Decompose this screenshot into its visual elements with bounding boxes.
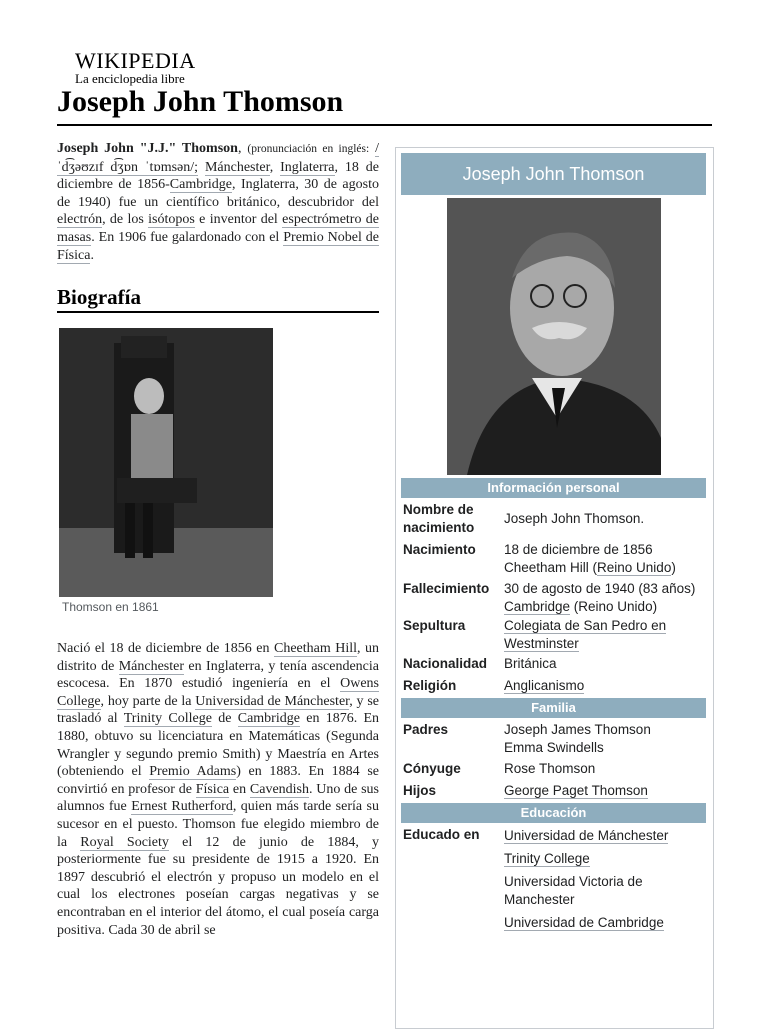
link-inglaterra[interactable]: Inglaterra: [280, 159, 335, 175]
link-cheetham-hill[interactable]: Cheetham Hill: [274, 641, 358, 656]
link-physics[interactable]: Física: [195, 781, 230, 797]
biography-paragraph: [57, 640, 379, 939]
link-nobel-prize[interactable]: Premio Nobel de Física: [57, 229, 379, 263]
subject-name: Joseph John "J.J." Thomson: [57, 141, 238, 156]
ipa-link[interactable]: /ˈd͡ʒəʊzɪf d͡ʒɒn ˈtɒmsən/;: [57, 141, 380, 175]
link-owens-college[interactable]: Owens College: [57, 676, 380, 709]
link-cambridge[interactable]: Cambridge: [169, 177, 232, 193]
link-cambridge-2[interactable]: Cambridge: [237, 711, 300, 727]
value-religion: [504, 677, 709, 695]
intro-text: , Inglaterra, 30 de agosto de 1940) fue un científico británico, descubridor del: [57, 177, 379, 210]
intro-paragraph: Joseph John "J.J." Thomson, (pronunciación en inglés: /ˈd͡ʒəʊzɪf d͡ʒɒn ˈtɒmsən/; Mánchester, Inglaterra, 18 de diciembre de 1856-Cambridge, Inglaterra, 30 de agosto de 1940) fue un científico británico, descubridor del electrón, de los isótopos e inventor del espectrómetro de masas. En 1906 fue galardonado con el Premio Nobel de Física.: [57, 141, 380, 263]
link-manchester-2[interactable]: Mánchester: [118, 658, 185, 674]
value-death: [504, 580, 709, 616]
body-text: , y se trasladó al: [57, 693, 380, 727]
page-title: Joseph John Thomson: [57, 85, 344, 118]
education-item: [504, 914, 709, 932]
value-spouse: Rose Thomson: [504, 761, 596, 776]
link-ernest-rutherford[interactable]: Ernest Rutherford: [131, 799, 233, 815]
link-mass-spectrometer[interactable]: espectrómetro de masas: [57, 212, 379, 245]
death-date: 30 de agosto de 1940 (83 años): [504, 581, 696, 596]
link-manchester[interactable]: Mánchester: [204, 159, 270, 175]
link-isotopes[interactable]: isótopos: [148, 212, 195, 228]
education-item: Universidad Victoria de Manchester: [504, 874, 643, 907]
infobox: [395, 147, 714, 1029]
link-electron[interactable]: electrón: [57, 212, 103, 228]
value-education: [504, 827, 709, 932]
section-divider: [57, 311, 379, 313]
link-university-manchester[interactable]: Universidad de Mánchester: [195, 693, 350, 709]
value-burial: [504, 617, 709, 653]
child-photo[interactable]: [59, 328, 273, 597]
label-spouse: Cónyuge: [403, 761, 461, 776]
birth-place-text: Cheetham Hill (: [504, 560, 598, 575]
link-university-manchester-infobox[interactable]: Universidad de Mánchester: [504, 828, 669, 843]
body-text: , hoy parte de la: [100, 693, 192, 709]
intro-text: 18 de diciembre de 1856-: [57, 159, 380, 193]
value-children: [504, 782, 709, 800]
body-text: ) en 1883. En 1884 se convirtió en profesor de: [57, 764, 379, 797]
body-text: el 12 de junio de 1884, y posteriormente fue su presidente de 1915 a 1920. En 1897 descubrió el electrón y propuso un modelo en el cual los electrones poseían cargas negativas y se encontraban en el interior del átomo, el cual poseía carga positiva. Cada 30 de abril se: [57, 834, 380, 938]
death-place-rest: (Reino Unido): [570, 599, 658, 614]
pronunciation-prefix: (pronunciación en inglés:: [247, 143, 370, 155]
logo-tagline: La enciclopedia libre: [75, 71, 185, 86]
body-text: , un distrito de: [57, 641, 380, 674]
portrait-photo[interactable]: [447, 198, 661, 475]
label-birth-name: Nombre de nacimiento: [403, 502, 475, 535]
link-george-paget-thomson[interactable]: George Paget Thomson: [504, 783, 648, 798]
label-nationality: Nacionalidad: [403, 656, 488, 671]
body-text: en Inglaterra, y tenía ascendencia escocesa. En 1870 estudió ingeniería en el: [57, 658, 379, 692]
label-educated: Educado en: [403, 827, 480, 842]
death-place: [504, 598, 709, 616]
photo-caption: Thomson en 1861: [62, 600, 159, 614]
body-text: Nació el 18 de diciembre de 1856 en: [57, 641, 270, 656]
label-children: Hijos: [403, 783, 437, 798]
link-westminster[interactable]: Colegiata de San Pedro en Westminster: [504, 618, 667, 651]
education-item: [504, 827, 709, 845]
body-text: de: [211, 711, 232, 727]
label-birth: Nacimiento: [403, 542, 476, 557]
label-religion: Religión: [403, 678, 457, 693]
label-death: Fallecimiento: [403, 581, 490, 596]
infobox-title: Joseph John Thomson: [401, 153, 706, 195]
parent-father: Joseph James Thomson: [504, 722, 651, 737]
birth-date: 18 de diciembre de 1856: [504, 542, 653, 557]
intro-text: , de los: [102, 212, 144, 228]
link-adams-prize[interactable]: Premio Adams: [149, 764, 237, 780]
birth-place: [504, 559, 709, 577]
infobox-header-family: Familia: [401, 698, 706, 718]
body-text: en: [229, 781, 247, 797]
label-burial: Sepultura: [403, 618, 466, 633]
value-birth-name: Joseph John Thomson.: [504, 511, 645, 526]
infobox-header-education: Educación: [401, 803, 706, 823]
wikipedia-logo[interactable]: [75, 50, 195, 87]
education-item: [504, 850, 709, 868]
value-parents: [504, 721, 709, 757]
link-reino-unido[interactable]: Reino Unido: [597, 560, 672, 575]
birth-place-end: ): [671, 560, 676, 575]
intro-text: . En 1906 fue galardonado con el: [91, 229, 280, 245]
link-cambridge-infobox[interactable]: Cambridge: [504, 599, 571, 614]
link-trinity-college[interactable]: Trinity College: [123, 711, 212, 727]
link-university-cambridge[interactable]: Universidad de Cambridge: [504, 915, 664, 930]
portrait-image: [447, 198, 661, 475]
link-anglicanism[interactable]: Anglicanismo: [504, 678, 585, 693]
infobox-header-personal: Información personal: [401, 478, 706, 498]
link-cavendish[interactable]: Cavendish: [249, 781, 309, 797]
body-text: . Uno de sus alumnos fue: [57, 781, 380, 815]
section-heading-biography: Biografía: [57, 285, 141, 309]
intro-text: .: [90, 247, 94, 263]
label-parents: Padres: [403, 722, 449, 737]
link-trinity-college-infobox[interactable]: Trinity College: [504, 851, 590, 866]
link-royal-society[interactable]: Royal Society: [80, 834, 169, 850]
body-text: en 1876. En 1880, obtuvo su licenciatura en Matemáticas (Segunda Wrangler y segundo premio Smith) y Maestría en Artes (obteniendo el: [57, 711, 380, 780]
parent-mother: Emma Swindells: [504, 740, 604, 755]
value-birth: [504, 541, 709, 577]
logo-wordmark: WIKIPEDIA: [75, 48, 196, 73]
value-nationality: Británica: [504, 656, 557, 671]
intro-text: e inventor del: [194, 212, 278, 228]
body-text: , quien más tarde sería su sucesor en el puesto. Thomson fue elegido miembro de la: [57, 799, 379, 850]
title-divider: [57, 124, 712, 126]
child-photo-image: [59, 328, 273, 597]
